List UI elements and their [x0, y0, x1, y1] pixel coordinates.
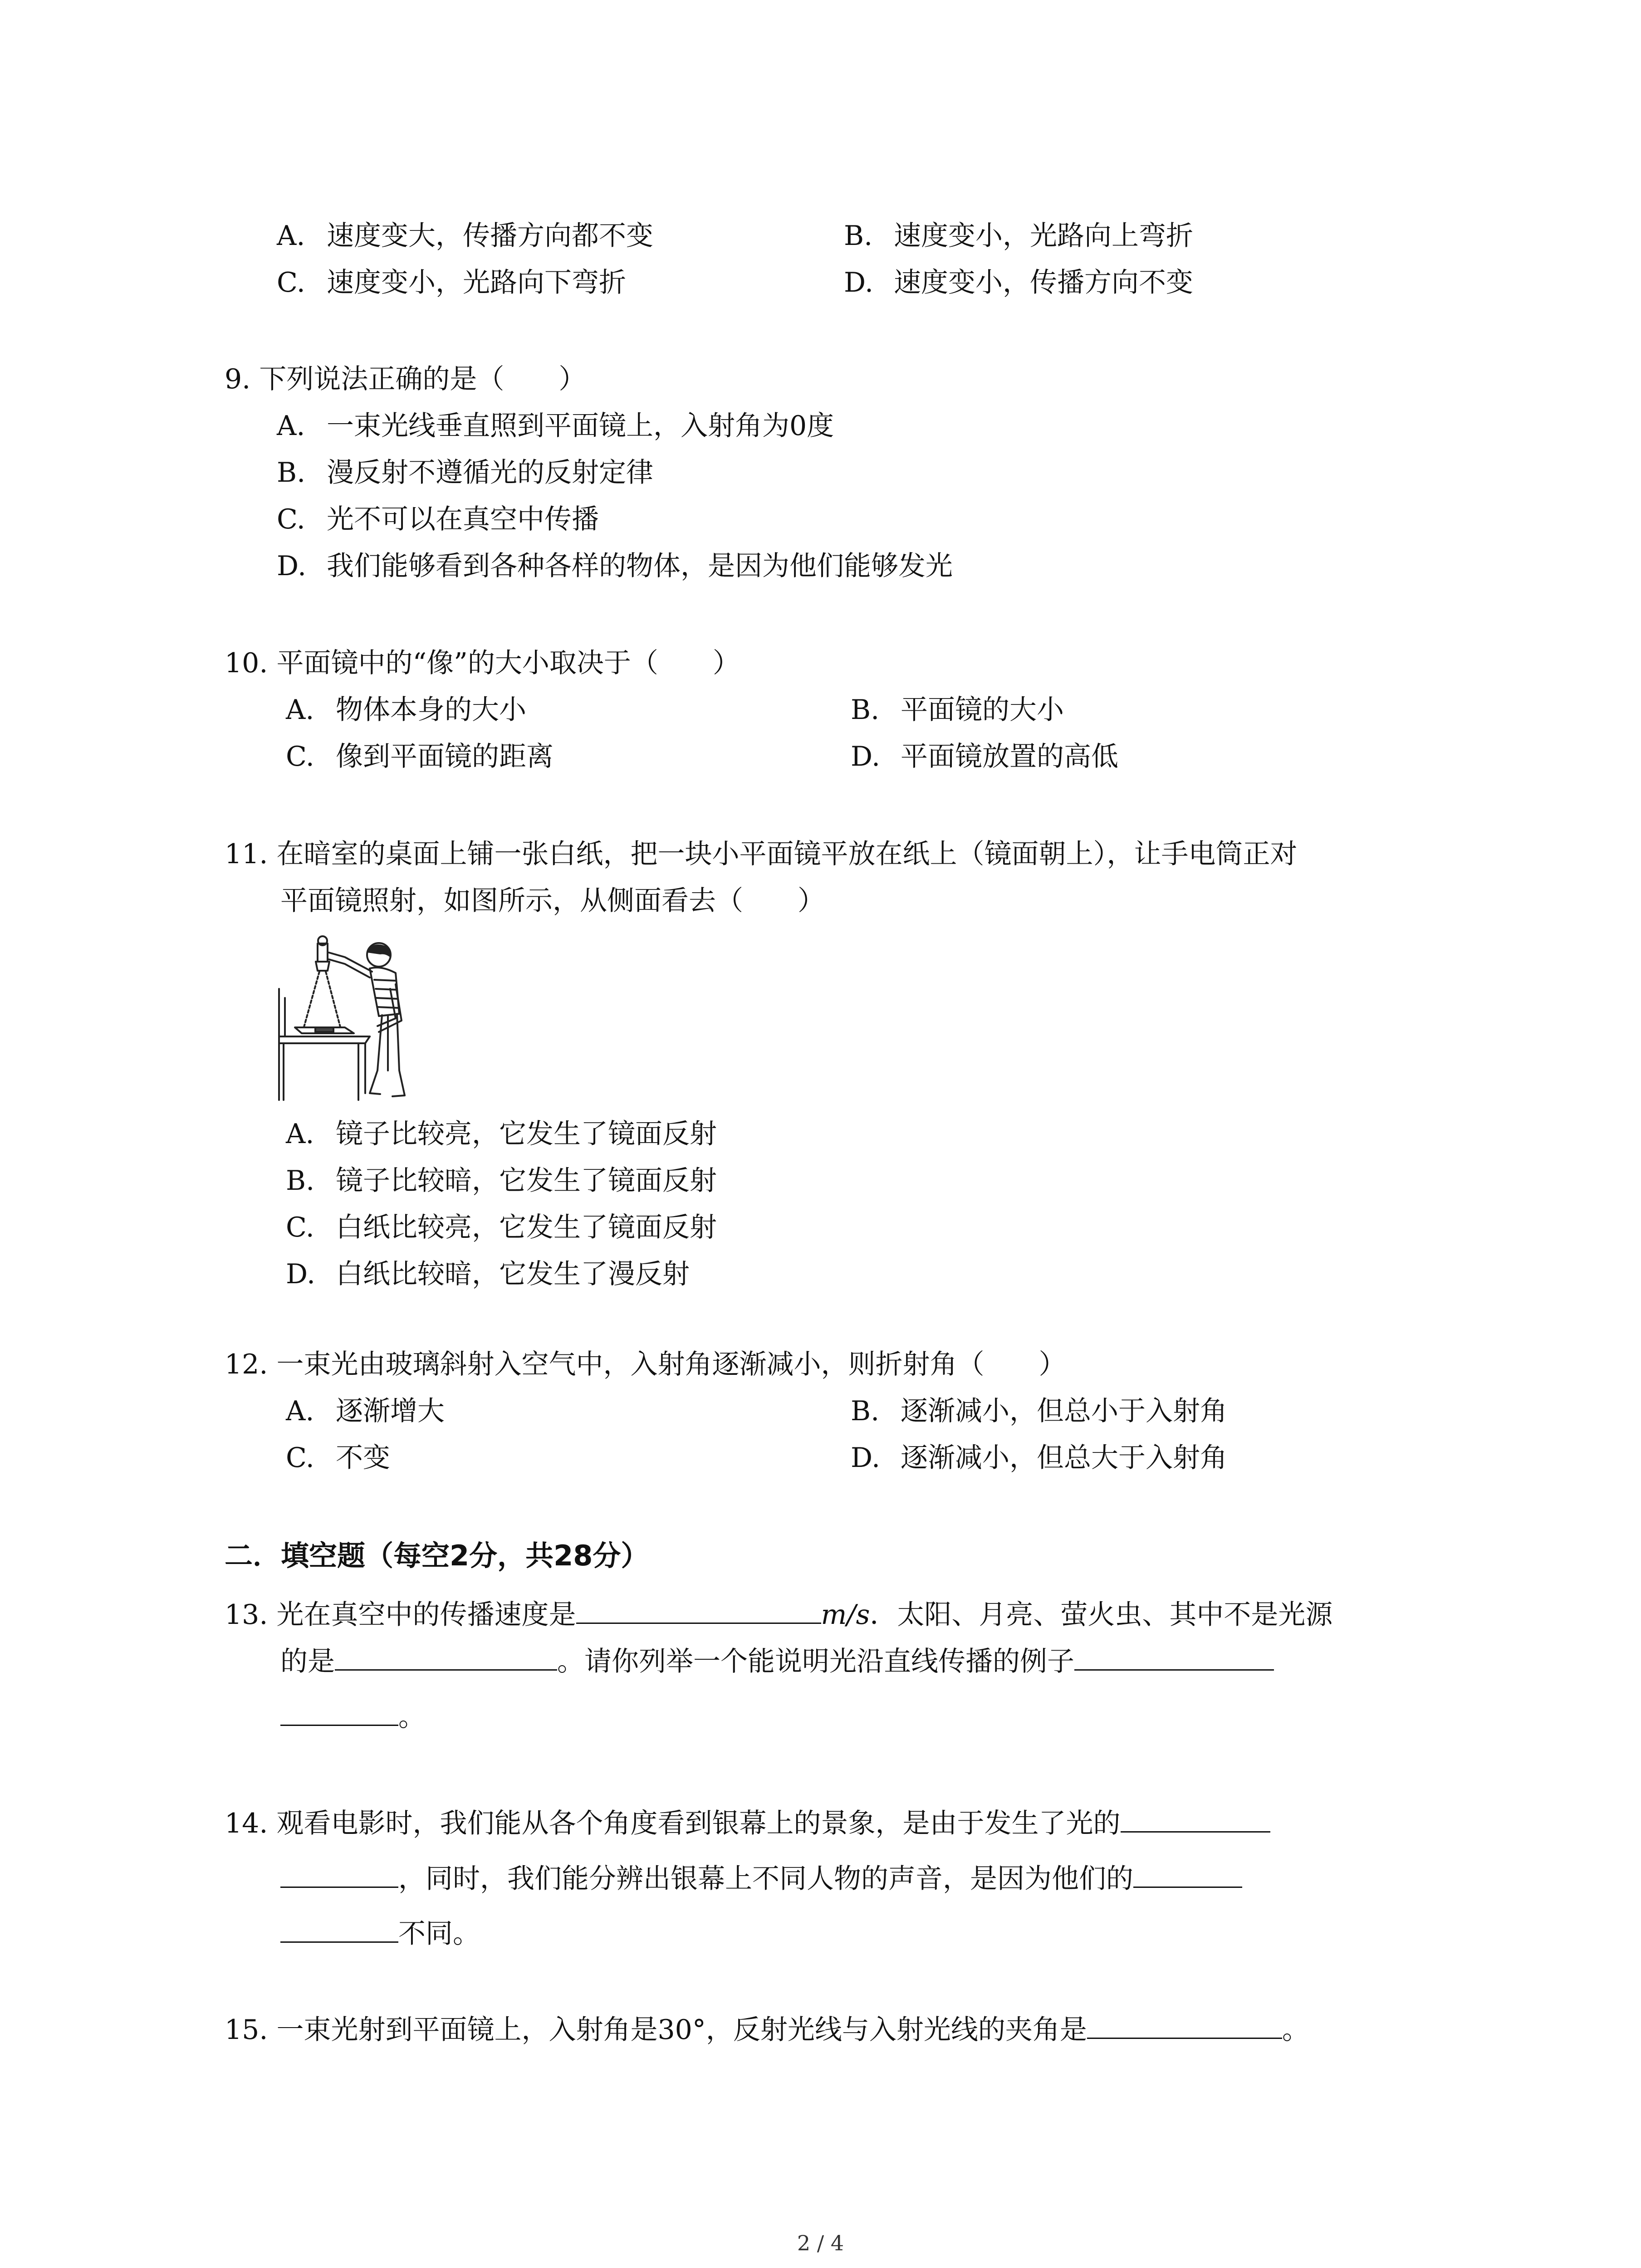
section-2-title: 二．填空题（每空2分，共28分）	[225, 1539, 649, 1572]
q11-option-c: C. 白纸比较亮，它发生了镜面反射	[286, 1212, 717, 1243]
q13-blank-1[interactable]	[576, 1594, 821, 1624]
q11-option-a: A. 镜子比较亮，它发生了镜面反射	[286, 1118, 717, 1150]
q10-option-d: D. 平面镜放置的高低	[851, 741, 1118, 772]
q13-line2: 的是 。请你列举一个能说明光沿直线传播的例子	[280, 1641, 1274, 1680]
q9-option-a: A. 一束光线垂直照到平面镜上，入射角为0度	[277, 410, 834, 442]
q9-option-b: B. 漫反射不遵循光的反射定律	[277, 457, 653, 489]
q10-stem: 10. 平面镜中的“像”的大小取决于（ ）	[225, 647, 740, 679]
q14-blank-2a[interactable]	[1133, 1858, 1242, 1888]
q14-blank-2b[interactable]	[280, 1913, 398, 1943]
q13-line3: 。	[280, 1696, 426, 1735]
q10-option-a: A. 物体本身的大小	[286, 694, 526, 726]
q11-option-b: B. 镜子比较暗，它发生了镜面反射	[286, 1165, 717, 1197]
q9-option-c: C. 光不可以在真空中传播	[277, 503, 599, 535]
q13-line1: 13. 光在真空中的传播速度是 m/s．太阳、月亮、萤火虫、其中不是光源	[225, 1594, 1332, 1633]
q15-line: 15. 一束光射到平面镜上，入射角是30°，反射光线与入射光线的夹角是 。	[225, 2009, 1309, 2048]
flashlight-mirror-figure	[277, 934, 436, 1102]
page-number: 2 / 4	[797, 2231, 844, 2255]
q8-option-c: C. 速度变小，光路向下弯折	[277, 267, 626, 298]
q14-blank-1a[interactable]	[1121, 1803, 1270, 1833]
q11-stem-line1: 11. 在暗室的桌面上铺一张白纸，把一块小平面镜平放在纸上（镜面朝上），让手电筒正对	[225, 838, 1298, 870]
q9-stem: 9. 下列说法正确的是（ ）	[225, 363, 586, 395]
q8-option-a: A. 速度变大，传播方向都不变	[277, 220, 653, 252]
q15-blank[interactable]	[1087, 2009, 1282, 2039]
q12-stem: 12. 一束光由玻璃斜射入空气中，入射角逐渐减小，则折射角（ ）	[225, 1349, 1066, 1380]
q13-blank-2[interactable]	[335, 1641, 557, 1671]
q13-blank-3a[interactable]	[1074, 1641, 1274, 1671]
q13-blank-3b[interactable]	[280, 1696, 398, 1726]
q8-option-d: D. 速度变小，传播方向不变	[844, 267, 1193, 298]
q8-option-b: B. 速度变小，光路向上弯折	[844, 220, 1193, 252]
q9-option-d: D. 我们能够看到各种各样的物体，是因为他们能够发光	[277, 550, 953, 582]
q14-line3: 不同。	[280, 1913, 480, 1952]
q14-line2: ，同时，我们能分辨出银幕上不同人物的声音，是因为他们的	[280, 1858, 1242, 1897]
q14-blank-1b[interactable]	[280, 1858, 398, 1888]
q10-option-b: B. 平面镜的大小	[851, 694, 1064, 726]
q11-option-d: D. 白纸比较暗，它发生了漫反射	[286, 1258, 690, 1290]
q12-option-c: C. 不变	[286, 1442, 390, 1474]
q10-option-c: C. 像到平面镜的距离	[286, 741, 554, 772]
q11-stem-line2: 平面镜照射，如图所示，从侧面看去（ ）	[280, 885, 825, 917]
q12-option-a: A. 逐渐增大	[286, 1395, 445, 1427]
q12-option-b: B. 逐渐减小，但总小于入射角	[851, 1395, 1227, 1427]
q14-line1: 14. 观看电影时，我们能从各个角度看到银幕上的景象，是由于发生了光的	[225, 1803, 1270, 1842]
q12-option-d: D. 逐渐减小，但总大于入射角	[851, 1442, 1227, 1474]
